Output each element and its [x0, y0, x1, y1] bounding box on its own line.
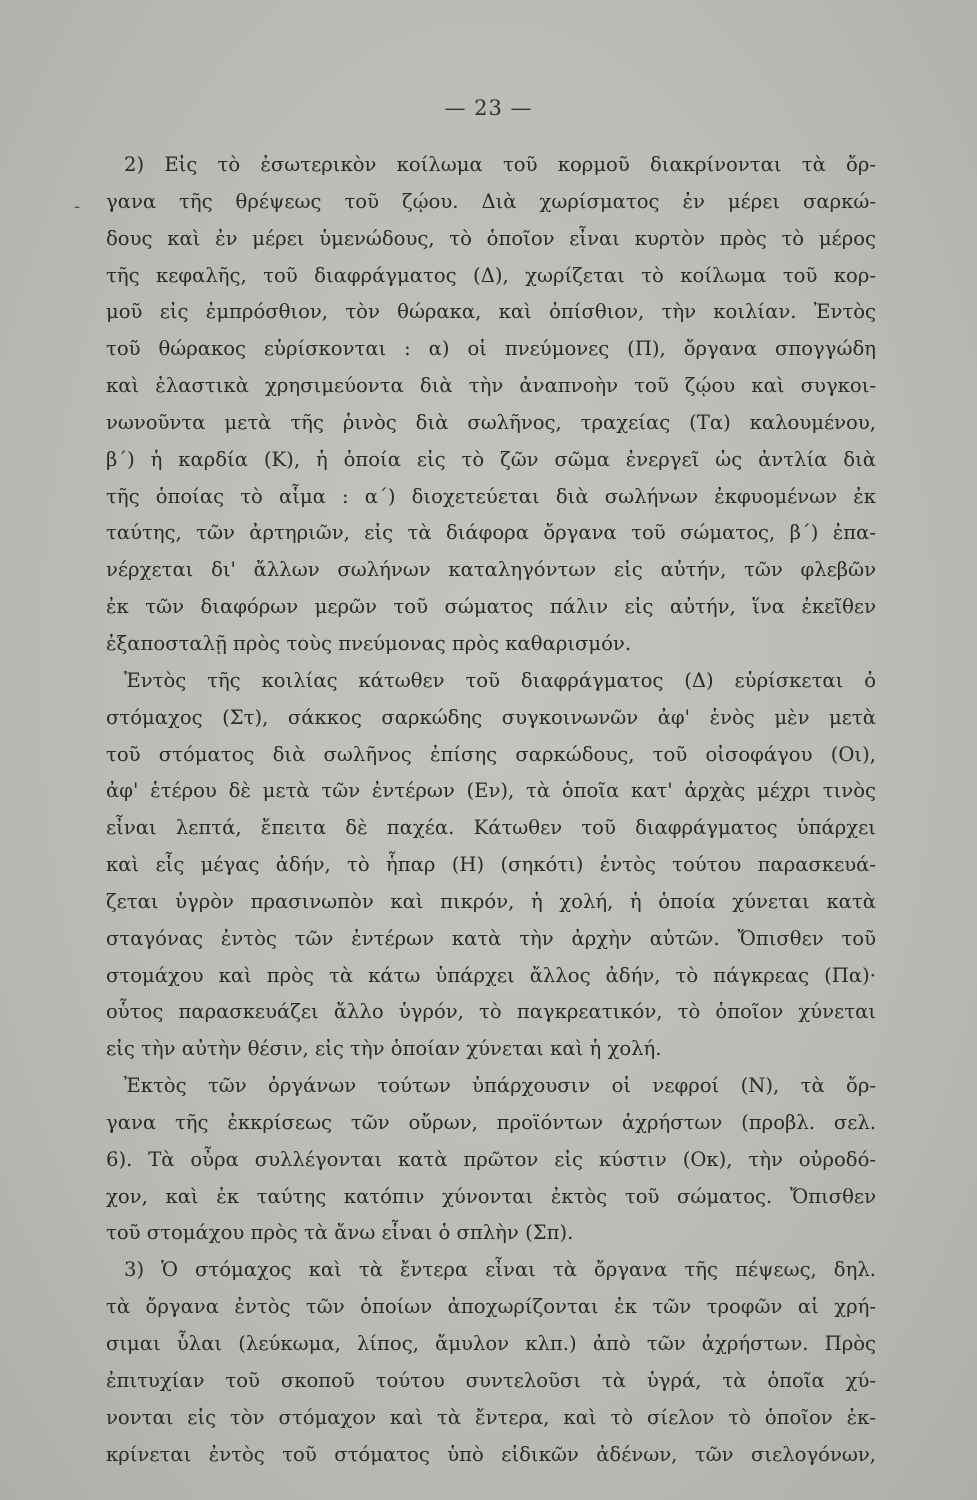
text-line: 6). Τὰ οὖρα συλλέγονται κατὰ πρῶτον εἰς κύστιν (Οκ), τὴν οὐροδό- [106, 1147, 876, 1171]
text-line: σταγόνας ἐντὸς τῶν ἐντέρων κατὰ τὴν ἀρχὴν αὐτῶν. Ὄπισθεν τοῦ [106, 926, 876, 950]
text-line: τῆς ὁποίας τὸ αἷμα : α΄) διοχετεύεται διὰ σωλήνων ἐκφυομένων ἐκ [106, 484, 876, 508]
text-line: τοῦ θώρακος εὑρίσκονται : α) οἱ πνεύμονες (Π), ὄργανα σπογγώδη [106, 337, 876, 361]
text-line: τῆς κεφαλῆς, τοῦ διαφράγματος (Δ), χωρίζεται τὸ κοίλωμα τοῦ κορ- [106, 263, 876, 287]
text-line: τοῦ στόματος διὰ σωλῆνος ἐπίσης σαρκώδους, τοῦ οἰσοφάγου (Οι), [106, 742, 876, 766]
text-line: γανα τῆς ἐκκρίσεως τῶν οὔρων, προϊόντων ἀχρήστων (προβλ. σελ. [106, 1110, 876, 1134]
text-line: 3) Ὁ στόμαχος καὶ τὰ ἔντερα εἶναι τὰ ὄργανα τῆς πέψεως, δηλ. [124, 1258, 876, 1282]
text-line: νωνοῦντα μετὰ τῆς ῥινὸς διὰ σωλῆνος, τραχείας (Τα) καλουμένου, [106, 410, 876, 434]
text-line: τοῦ στομάχου πρὸς τὰ ἄνω εἶναι ὁ σπλὴν (Σπ). [106, 1221, 574, 1245]
text-line: καὶ ἐλαστικὰ χρησιμεύοντα διὰ τὴν ἀναπνοὴν τοῦ ζῴου καὶ συγκοι- [106, 374, 876, 398]
text-line: στόμαχος (Στ), σάκκος σαρκώδης συγκοινωνῶν ἀφ' ἑνὸς μὲν μετὰ [106, 705, 876, 729]
page-number: — 23 — [444, 96, 533, 120]
text-line: νέρχεται δι' ἄλλων σωλήνων καταληγόντων εἰς αὐτήν, τῶν φλεβῶν [106, 558, 876, 582]
text-line: τὰ ὄργανα ἐντὸς τῶν ὁποίων ἀποχωρίζονται ἐκ τῶν τροφῶν αἱ χρή- [106, 1295, 876, 1319]
text-line: μοῦ εἰς ἐμπρόσθιον, τὸν θώρακα, καὶ ὀπίσθιον, τὴν κοιλίαν. Ἐντὸς [106, 300, 876, 324]
text-line: οὗτος παρασκευάζει ἄλλο ὑγρόν, τὸ παγκρεατικόν, τὸ ὁποῖον χύνεται [106, 1000, 876, 1024]
text-line: νονται εἰς τὸν στόμαχον καὶ τὰ ἔντερα, καὶ τὸ σίελον τὸ ὁποῖον ἐκ- [106, 1405, 876, 1429]
text-line: χον, καὶ ἐκ ταύτης κατόπιν χύνονται ἐκτὸς τοῦ σώματος. Ὄπισθεν [106, 1184, 876, 1208]
text-line: ἐπιτυχίαν τοῦ σκοποῦ τούτου συντελοῦσι τὰ ὑγρά, τὰ ὁποῖα χύ- [106, 1368, 876, 1392]
text-line: σιμαι ὗλαι (λεύκωμα, λίπος, ἄμυλον κλπ.) ἀπὸ τῶν ἀχρήστων. Πρὸς [106, 1332, 876, 1355]
text-line: στομάχου καὶ πρὸς τὰ κάτω ὑπάρχει ἄλλος ἀδήν, τὸ πάγκρεας (Πα)· [106, 963, 876, 987]
text-line: 2) Εἰς τὸ ἐσωτερικὸν κοίλωμα τοῦ κορμοῦ διακρίνονται τὰ ὄρ- [124, 153, 876, 176]
body-text [106, 147, 876, 1473]
text-line: ἀφ' ἑτέρου δὲ μετὰ τῶν ἐντέρων (Εν), τὰ ὁποῖα κατ' ἀρχὰς μέχρι τινὸς [106, 779, 876, 803]
text-line: β΄) ἡ καρδία (Κ), ἡ ὁποία εἰς τὸ ζῶν σῶμα ἐνεργεῖ ὡς ἀντλία διὰ [106, 447, 876, 471]
margin-mark: - [74, 196, 81, 217]
text-line: ζεται ὑγρὸν πρασινωπὸν καὶ πικρόν, ἡ χολή, ἡ ὁποία χύνεται κατὰ [106, 889, 876, 913]
text-line: γανα τῆς θρέψεως τοῦ ζῴου. Διὰ χωρίσματος ἐν μέρει σαρκώ- [106, 189, 876, 213]
text-line: ταύτης, τῶν ἀρτηριῶν, εἰς τὰ διάφορα ὄργανα τοῦ σώματος, β΄) ἐπα- [106, 521, 876, 545]
text-line: καὶ εἷς μέγας ἀδήν, τὸ ἧπαρ (Η) (σηκότι) ἐντὸς τούτου παρασκευά- [106, 853, 876, 877]
text-line: ἐξαποσταλῇ πρὸς τοὺς πνεύμονας πρὸς καθαρισμόν. [106, 631, 632, 655]
text-line: ἐκ τῶν διαφόρων μερῶν τοῦ σώματος πάλιν εἰς αὐτήν, ἵνα ἐκεῖθεν [106, 595, 876, 619]
text-line: εἰς τὴν αὐτὴν θέσιν, εἰς τὴν ὁποίαν χύνεται καὶ ἡ χολή. [106, 1037, 662, 1061]
text-line: εἶναι λεπτά, ἔπειτα δὲ παχέα. Κάτωθεν τοῦ διαφράγματος ὑπάρχει [106, 816, 876, 840]
text-line: δους καὶ ἐν μέρει ὑμενώδους, τὸ ὁποῖον εἶναι κυρτὸν πρὸς τὸ μέρος [106, 226, 876, 250]
text-line: Ἐντὸς τῆς κοιλίας κάτωθεν τοῦ διαφράγματος (Δ) εὑρίσκεται ὁ [124, 668, 876, 692]
text-line: Ἐκτὸς τῶν ὀργάνων τούτων ὑπάρχουσιν οἱ νεφροί (Ν), τὰ ὄρ- [124, 1074, 876, 1098]
text-line: κρίνεται ἐντὸς τοῦ στόματος ὑπὸ εἰδικῶν ἀδένων, τῶν σιελογόνων, [106, 1442, 876, 1466]
